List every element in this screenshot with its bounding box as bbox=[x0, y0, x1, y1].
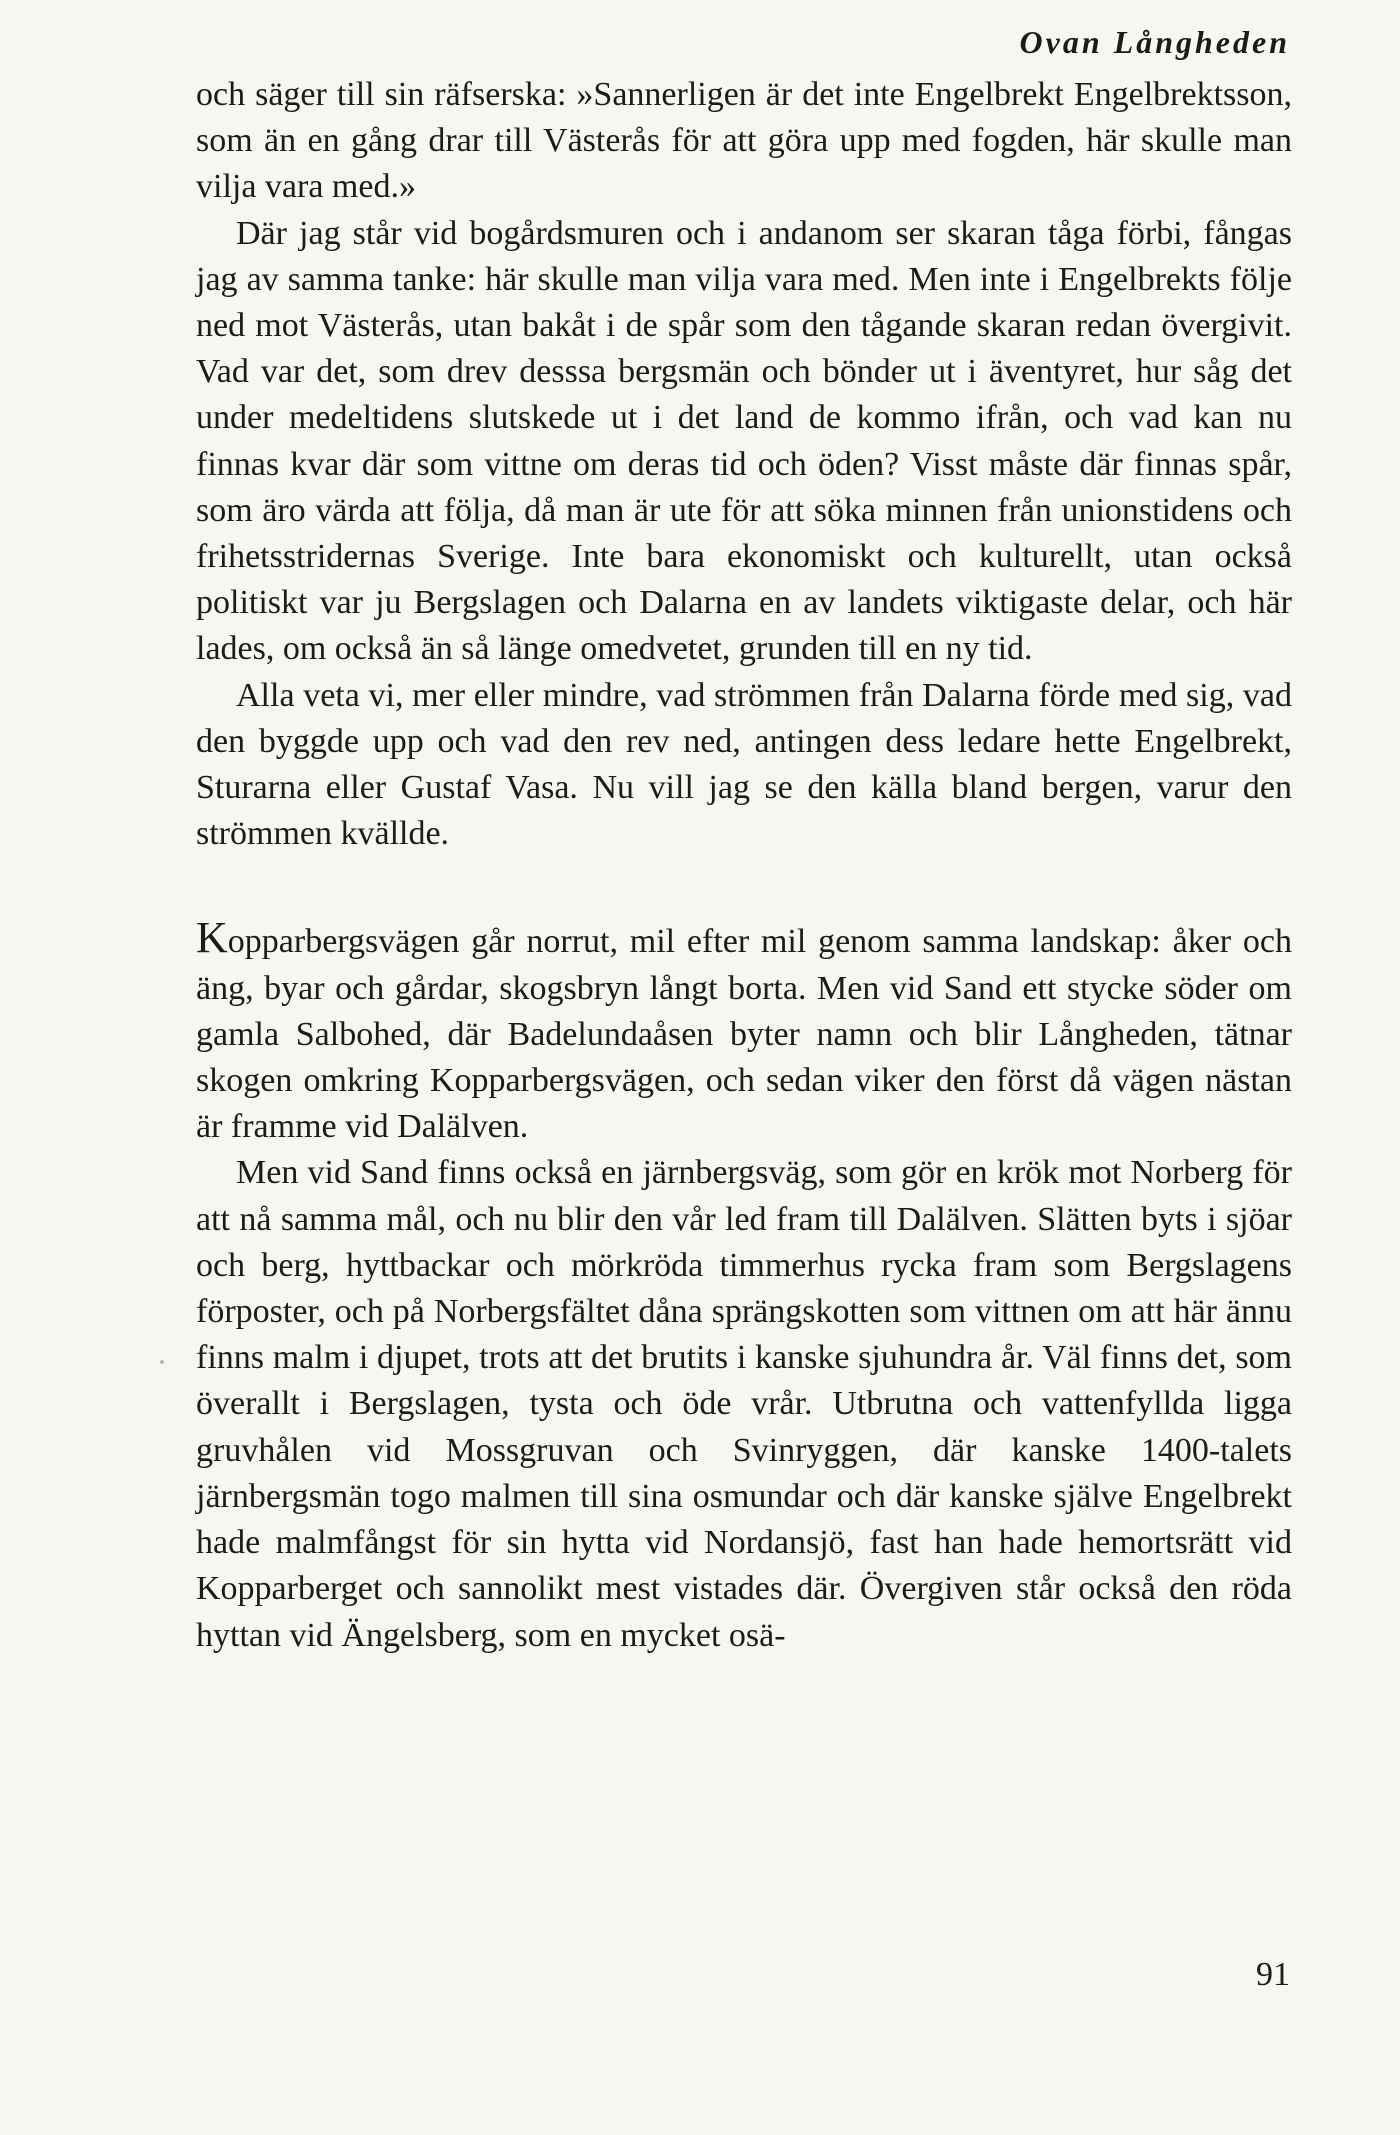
page-number: 91 bbox=[1256, 1956, 1290, 1993]
body-text bbox=[196, 72, 1292, 1659]
paragraph-3: Alla veta vi, mer eller mindre, vad strömmen från Dalarna förde med sig, vad den byggde upp och vad den rev ned, antingen dess ledare hette Engelbrekt, Sturarna eller Gustaf Vasa. Nu vill jag se den källa bland bergen, varur den strömmen kvällde. bbox=[196, 676, 1292, 853]
paragraph-4: Kopparbergsvägen går norrut, mil efter mil genom samma landskap: åker och äng, byar och gårdar, skogsbryn långt borta. Men vid Sand ett stycke söder om gamla Salbohed, där Badelundaåsen byter namn och blir Långheden, tätnar skogen omkring Kopparbergsvägen, och sedan viker den först då vägen nästan är framme vid Dalälven. bbox=[196, 913, 1292, 1146]
paragraph-5: Men vid Sand finns också en järnbergsväg, som gör en krök mot Norberg för att nå samma mål, och nu blir den vår led fram till Dalälven. Slätten byts i sjöar och berg, hyttbackar och mörkröda timmerhus rycka fram som Bergslagens förposter, och på Norbergsfältet dåna sprängskotten som vittnen om att här ännu finns malm i djupet, trots att det brutits i kanske sjuhundra år. Väl finns det, som överallt i Bergslagen, tysta och öde vrår. Utbrutna och vattenfyllda ligga gruvhålen vid Mossgruvan och Svinryggen, där kanske 1400-talets järnbergsmän togo malmen till sina osmundar och där kanske själve Engelbrekt hade malmfångst för sin hytta vid Nordansjö, fast han hade hemortsrätt vid Kopparberget och sannolikt mest vistades där. Övergiven står också den röda hyttan vid Ängelsberg, som en mycket osä- bbox=[196, 1154, 1292, 1654]
section-break bbox=[196, 857, 1292, 915]
paragraph-1: och säger till sin räfserska: »Sannerligen är det inte Engelbrekt Engelbrektsson, som än en gång drar till Västerås för att göra upp med fogden, här skulle man vilja vara med.» bbox=[196, 76, 1292, 206]
margin-speck bbox=[160, 1360, 164, 1364]
paragraph-2: Där jag står vid bogårdsmuren och i andanom ser skaran tåga förbi, fångas jag av samma tanke: här skulle man vilja vara med. Men inte i Engelbrekts följe ned mot Västerås, utan bakåt i de spår som den tågande skaran redan övergivit. Vad var det, som drev desssa bergsmän och bönder ut i äventyret, hur såg det under medeltidens slutskede ut i det land de kommo ifrån, och vad kan nu finnas kvar där som vittne om deras tid och öden? Visst måste där finnas spår, som äro värda att följa, då man är ute för att söka minnen från unionstidens och frihetsstridernas Sverige. Inte bara ekonomiskt och kulturellt, utan också politiskt var ju Bergslagen och Dalarna en av landets viktigaste delar, och här lades, om också än så länge omedvetet, grunden till en ny tid. bbox=[196, 214, 1292, 668]
running-head: Ovan Långheden bbox=[1019, 24, 1290, 60]
